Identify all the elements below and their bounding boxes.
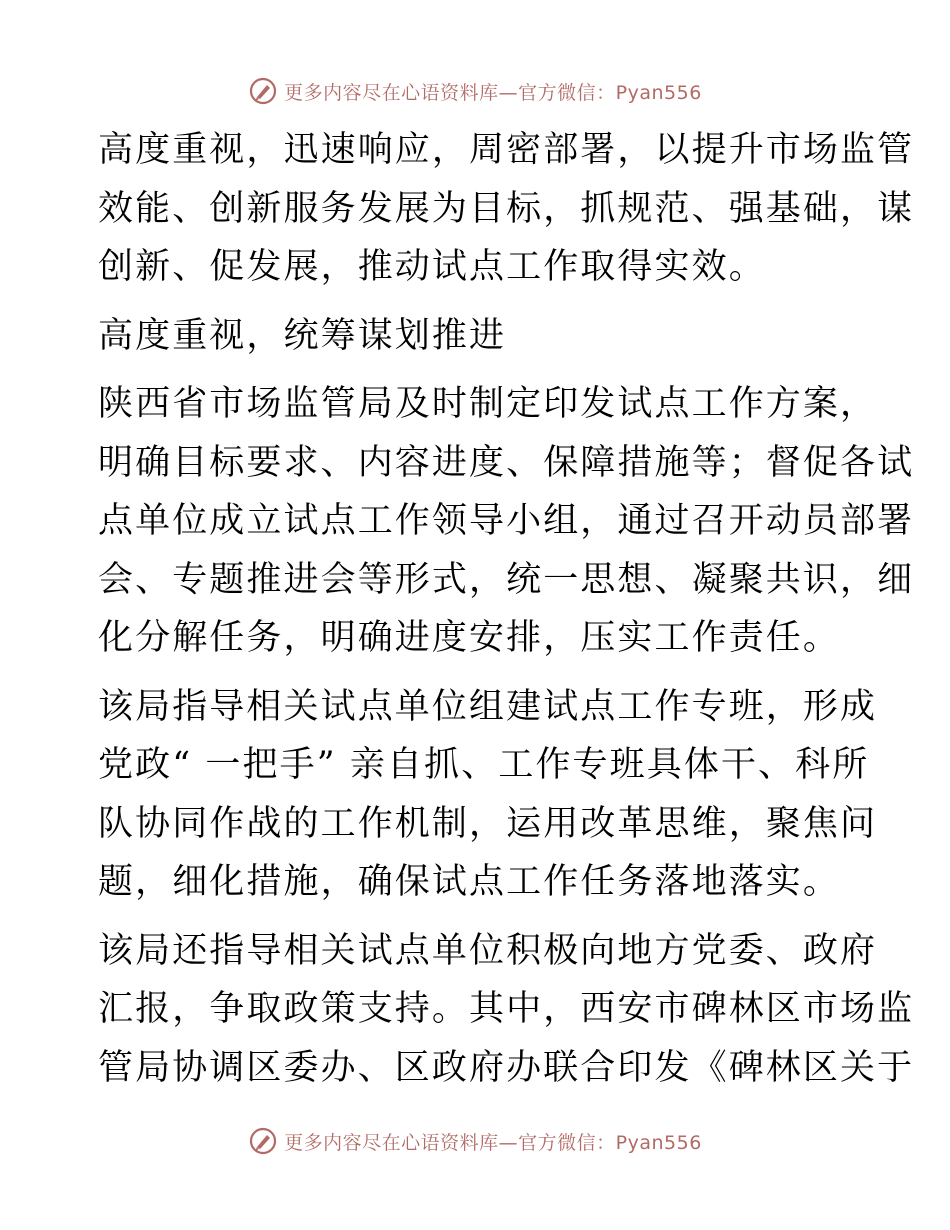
text-line: 陕西省市场监管局及时制定印发试点工作方案，	[98, 384, 878, 424]
text-line: 队协同作战的工作机制，运用改革思维，聚焦问	[98, 803, 878, 844]
text-line: 该局指导相关试点单位组建试点工作专班，形成	[98, 686, 878, 727]
document-body	[98, 121, 915, 1097]
paragraph	[98, 375, 915, 668]
pen-nib-logo-icon	[248, 76, 278, 106]
footer-watermark-banner	[0, 1124, 950, 1158]
section-heading	[98, 307, 858, 366]
paragraph	[98, 922, 915, 1098]
text-line: 该局还指导相关试点单位积极向地方党委、政府	[98, 930, 878, 971]
pen-nib-logo-icon	[248, 1126, 278, 1156]
text-line: 效能、创新服务发展为目标，抓规范、强基础，谋	[98, 188, 915, 229]
text-line: 管局协调区委办、区政府办联合印发《碑林区关于	[98, 1047, 915, 1088]
watermark-text: 更多内容尽在心语资料库—官方微信：Pyan556	[284, 81, 702, 104]
text-line: 高度重视，统筹谋划推进	[98, 315, 507, 356]
header-watermark-banner	[0, 74, 950, 108]
text-line: 会、专题推进会等形式，统一思想、凝聚共识，细	[98, 559, 915, 600]
text-line: 创新、促发展，推动试点工作取得实效。	[98, 247, 766, 287]
text-line: 汇报，争取政策支持。其中，西安市碑林区市场监	[98, 989, 915, 1029]
paragraph	[98, 121, 915, 297]
text-line: 题，细化措施，确保试点工作任务落地落实。	[98, 862, 841, 902]
text-line: 高度重视，迅速响应，周密部署，以提升市场监管	[98, 130, 915, 170]
text-line: 明确目标要求、内容进度、保障措施等；督促各试	[98, 442, 915, 483]
text-line: 党政“ 一把手” 亲自抓、工作专班具体干、科所	[98, 745, 870, 785]
watermark-text: 更多内容尽在心语资料库—官方微信：Pyan556	[284, 1131, 702, 1154]
paragraph	[98, 678, 878, 912]
text-line: 化分解任务，明确进度安排，压实工作责任。	[98, 618, 841, 658]
text-line: 点单位成立试点工作领导小组，通过召开动员部署	[98, 501, 915, 541]
